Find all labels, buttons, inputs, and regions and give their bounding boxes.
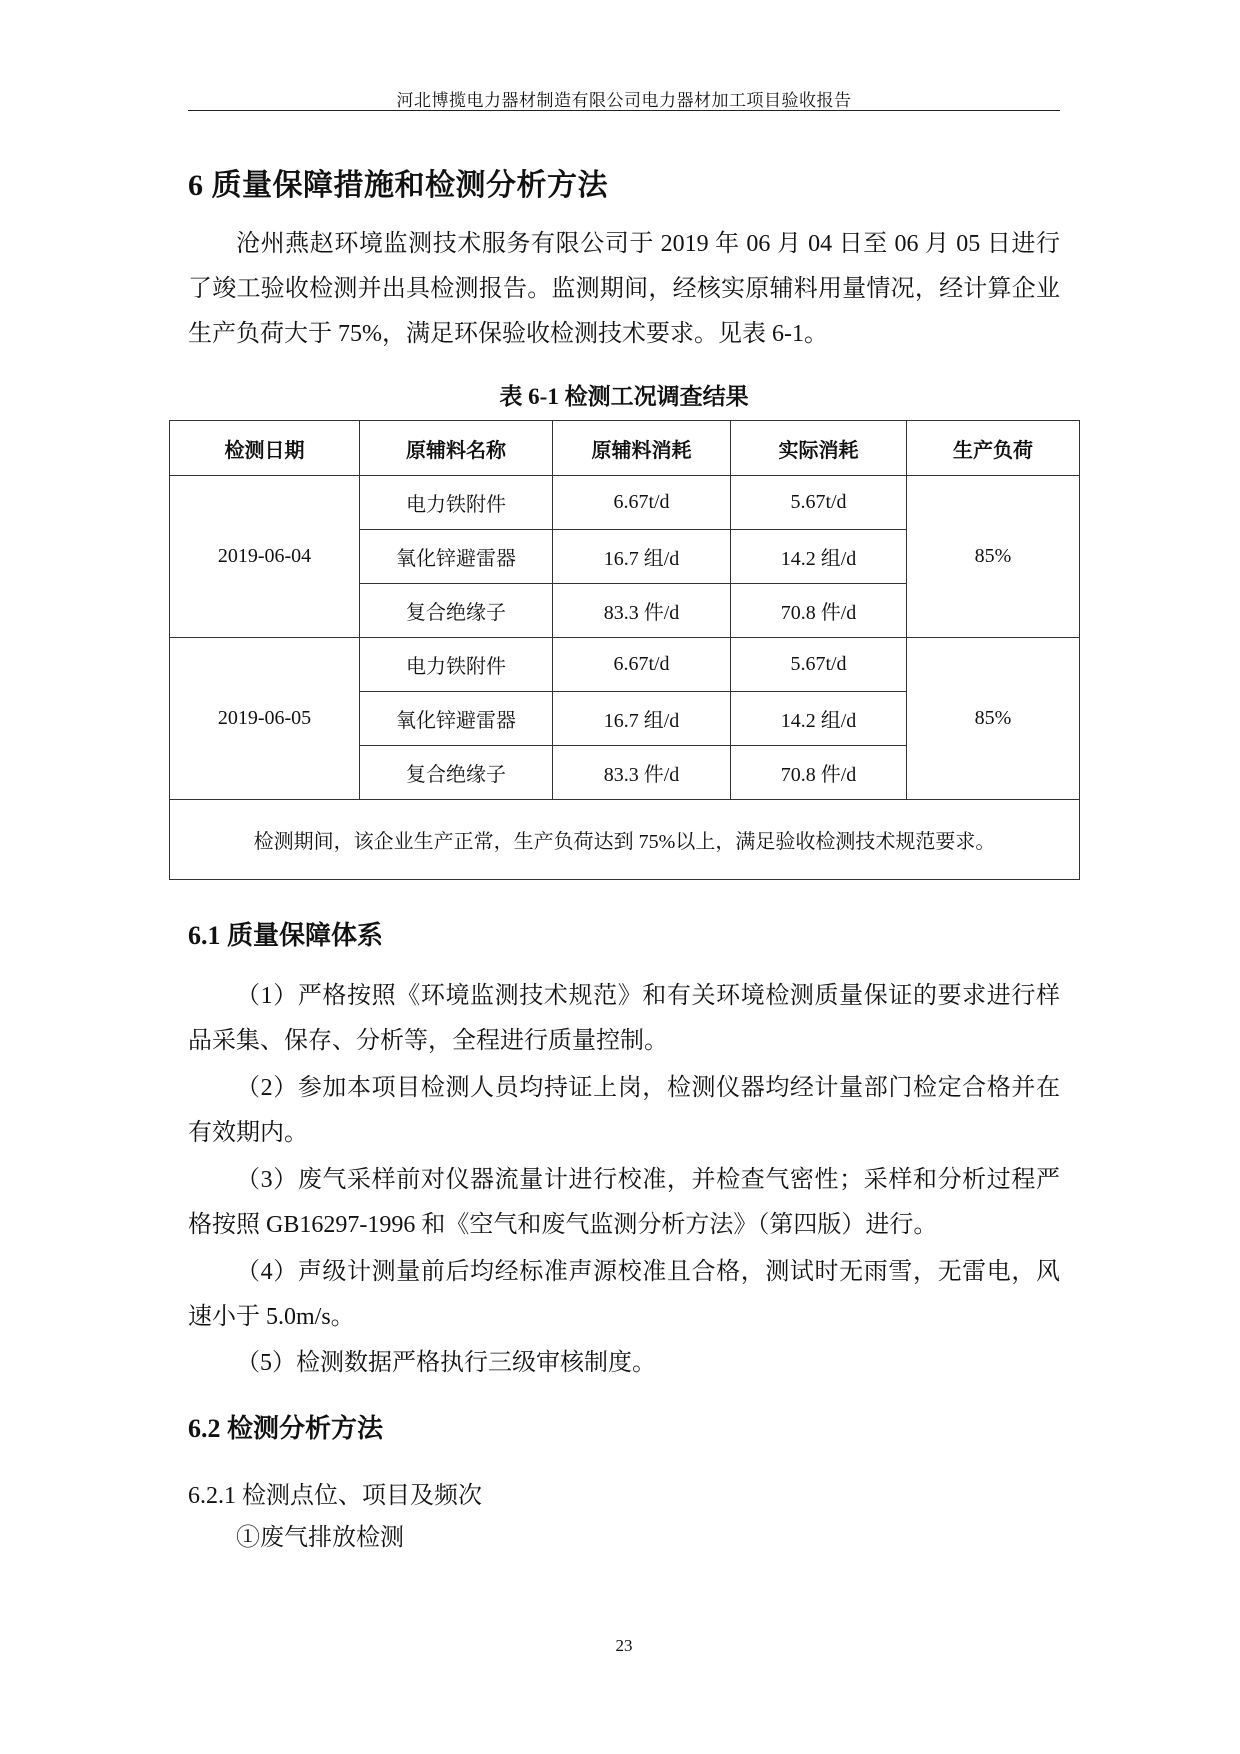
table-note: 检测期间，该企业生产正常，生产负荷达到 75%以上，满足验收检测技术规范要求。	[170, 800, 1080, 880]
section-6-heading: 6 质量保障措施和检测分析方法	[188, 169, 608, 202]
qa-item-3: （3）废气采样前对仪器流量计进行校准，并检查气密性；采样和分析过程严格按照 GB16297-1996 和《空气和废气监测分析方法》（第四版）进行。	[188, 1167, 1060, 1238]
raw-consumption-cell: 83.3 件/d	[553, 746, 731, 800]
qa-item-1: （1）严格按照《环境监测技术规范》和有关环境检测质量保证的要求进行样品采集、保存、分析等，全程进行质量控制。	[188, 983, 1060, 1054]
date-cell: 2019-06-04	[170, 476, 360, 638]
column-header: 实际消耗	[731, 421, 907, 476]
raw-consumption-cell: 6.67t/d	[553, 638, 731, 692]
actual-consumption-cell: 14.2 组/d	[731, 530, 907, 584]
header-rule	[188, 110, 1060, 111]
material-name-cell: 氧化锌避雷器	[360, 530, 553, 584]
table-note-row	[170, 800, 1080, 880]
material-name-cell: 电力铁附件	[360, 638, 553, 692]
actual-consumption-cell: 5.67t/d	[731, 476, 907, 530]
material-name-cell: 复合绝缘子	[360, 584, 553, 638]
production-load-cell: 85%	[907, 638, 1080, 800]
column-header: 检测日期	[170, 421, 360, 476]
actual-consumption-cell: 14.2 组/d	[731, 692, 907, 746]
page-number: 23	[615, 1636, 633, 1655]
actual-consumption-cell: 5.67t/d	[731, 638, 907, 692]
qa-item-4: （4）声级计测量前后均经标准声源校准且合格，测试时无雨雪，无雷电，风速小于 5.0m/s。	[188, 1259, 1060, 1330]
inspection-condition-table	[169, 420, 1080, 880]
date-cell: 2019-06-05	[170, 638, 360, 800]
column-header: 生产负荷	[907, 421, 1080, 476]
qa-item-2: （2）参加本项目检测人员均持证上岗，检测仪器均经计量部门检定合格并在有效期内。	[188, 1075, 1060, 1146]
column-header: 原辅料消耗	[553, 421, 731, 476]
material-name-cell: 电力铁附件	[360, 476, 553, 530]
raw-consumption-cell: 83.3 件/d	[553, 584, 731, 638]
section-6-2-heading: 6.2 检测分析方法	[188, 1414, 384, 1443]
section-6-1-heading: 6.1 质量保障体系	[188, 921, 384, 950]
exhaust-gas-item: ①废气排放检测	[236, 1525, 404, 1551]
running-header: 河北博揽电力器材制造有限公司电力器材加工项目验收报告	[396, 91, 852, 110]
table-caption: 表 6-1 检测工况调查结果	[499, 384, 749, 409]
section-6-intro: 沧州燕赵环境监测技术服务有限公司于 2019 年 06 月 04 日至 06 月 05 日进行了竣工验收检测并出具检测报告。监测期间，经核实原辅料用量情况，经计算企业生产负荷大于 75%，满足环保验收检测技术要求。见表 6-1。	[188, 231, 1060, 347]
column-header: 原辅料名称	[360, 421, 553, 476]
raw-consumption-cell: 6.67t/d	[553, 476, 731, 530]
table-row	[170, 476, 1080, 530]
material-name-cell: 氧化锌避雷器	[360, 692, 553, 746]
section-6-2-1-heading: 6.2.1 检测点位、项目及频次	[188, 1483, 482, 1509]
qa-item-5: （5）检测数据严格执行三级审核制度。	[236, 1350, 656, 1376]
production-load-cell: 85%	[907, 476, 1080, 638]
actual-consumption-cell: 70.8 件/d	[731, 746, 907, 800]
table-row	[170, 638, 1080, 692]
material-name-cell: 复合绝缘子	[360, 746, 553, 800]
raw-consumption-cell: 16.7 组/d	[553, 692, 731, 746]
raw-consumption-cell: 16.7 组/d	[553, 530, 731, 584]
table-header-row	[170, 421, 1080, 476]
actual-consumption-cell: 70.8 件/d	[731, 584, 907, 638]
